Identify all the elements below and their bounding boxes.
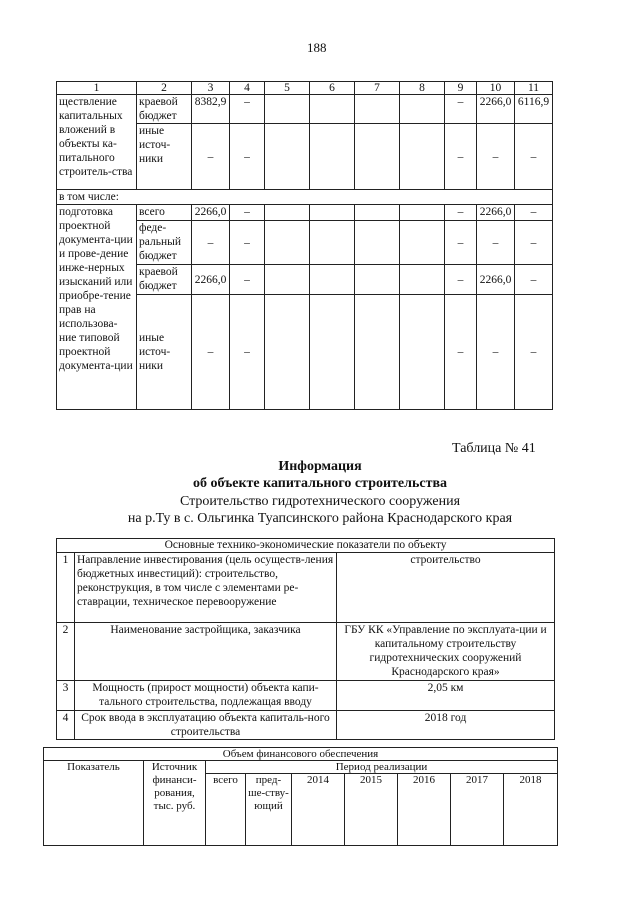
indicators-table xyxy=(56,538,555,740)
source-cell: краевой бюджет xyxy=(137,265,192,295)
value-cell: – xyxy=(477,295,515,410)
value-cell: – xyxy=(515,124,553,190)
value-cell: – xyxy=(230,265,265,295)
row-number: 3 xyxy=(57,681,75,711)
funding-header: Объем финансового обеспечения xyxy=(44,748,558,761)
indicator-value: ГБУ КК «Управление по эксплуата-ции и капитальному строительству гидротехнических сооружений Краснодарского края» xyxy=(337,623,555,681)
value-cell: – xyxy=(230,295,265,410)
row-label: подготовка проектной документа-ции и прове-дение инже-нерных изысканий или приобре-тение прав на использова-ние типовой проектной документа-ции xyxy=(57,205,137,410)
indicators-header: Основные технико-экономические показатели по объекту xyxy=(57,539,555,553)
value-cell: – xyxy=(515,265,553,295)
source-cell: всего xyxy=(137,205,192,221)
col-num: 1 xyxy=(57,82,137,95)
object-name-line2: на р.Ту в с. Ольгинка Туапсинского района Краснодарского края xyxy=(127,511,513,526)
col-indicator: Показатель xyxy=(44,761,144,846)
table-row xyxy=(57,553,555,623)
period-header: Период реализации xyxy=(206,761,558,774)
col-num: 10 xyxy=(477,82,515,95)
indicator-value: 2018 год xyxy=(337,711,555,740)
value-cell: – xyxy=(445,295,477,410)
col-num: 3 xyxy=(192,82,230,95)
value-cell: – xyxy=(192,295,230,410)
value-cell: – xyxy=(515,295,553,410)
table-row xyxy=(57,190,553,205)
column-numbers-row xyxy=(57,82,553,95)
value-cell: 2266,0 xyxy=(477,265,515,295)
col-num: 2 xyxy=(137,82,192,95)
page-number: 188 xyxy=(307,40,327,55)
value-cell: – xyxy=(192,221,230,265)
title-object: об объекте капитального строительства xyxy=(192,476,448,491)
col-prior: пред-ше-ству-ющий xyxy=(246,774,292,846)
table-row xyxy=(57,681,555,711)
table-row xyxy=(57,95,553,124)
table-row xyxy=(57,205,553,221)
value-cell: 2266,0 xyxy=(477,95,515,124)
table-row xyxy=(57,623,555,681)
col-num: 7 xyxy=(355,82,400,95)
value-cell: 2266,0 xyxy=(192,265,230,295)
value-cell: – xyxy=(230,205,265,221)
value-cell: – xyxy=(445,221,477,265)
value-cell: – xyxy=(477,124,515,190)
col-year: 2018 xyxy=(504,774,558,846)
value-cell: – xyxy=(445,205,477,221)
source-cell: краевой бюджет xyxy=(137,95,192,124)
col-year: 2017 xyxy=(451,774,504,846)
col-num: 8 xyxy=(400,82,445,95)
indicator-label: Направление инвестирования (цель осуществ-ления бюджетных инвестиций): строительство, реконструкция, в том числе с элементами ре-ставрации, техническое перевооружение xyxy=(75,553,337,623)
value-cell: – xyxy=(192,124,230,190)
indicator-value: 2,05 км xyxy=(337,681,555,711)
value-cell: – xyxy=(515,205,553,221)
value-cell: – xyxy=(230,221,265,265)
value-cell: – xyxy=(445,124,477,190)
source-cell: иные источ-ники xyxy=(137,295,192,410)
col-num: 9 xyxy=(445,82,477,95)
source-cell: иные источ-ники xyxy=(137,124,192,190)
source-cell: феде-ральный бюджет xyxy=(137,221,192,265)
row-number: 4 xyxy=(57,711,75,740)
row-label: ществление капитальных вложений в объекты ка-питального строитель-ства xyxy=(57,95,137,190)
row-number: 1 xyxy=(57,553,75,623)
value-cell: – xyxy=(230,124,265,190)
indicator-label: Мощность (прирост мощности) объекта капи-тального строительства, подлежащая вводу xyxy=(75,681,337,711)
object-name-line1: Строительство гидротехнического сооружения xyxy=(179,494,461,509)
indicator-label: Срок ввода в эксплуатацию объекта капиталь-ного строительства xyxy=(75,711,337,740)
col-num: 5 xyxy=(265,82,310,95)
col-num: 4 xyxy=(230,82,265,95)
including-label: в том числе: xyxy=(57,190,553,205)
table-row xyxy=(57,711,555,740)
financing-table-continued xyxy=(56,81,553,410)
funding-volume-table xyxy=(43,747,558,846)
col-total: всего xyxy=(206,774,246,846)
value-cell: – xyxy=(445,265,477,295)
title-info: Информация xyxy=(278,459,362,474)
value-cell: 2266,0 xyxy=(192,205,230,221)
value-cell: – xyxy=(477,221,515,265)
col-year: 2016 xyxy=(398,774,451,846)
col-num: 11 xyxy=(515,82,553,95)
value-cell: – xyxy=(230,95,265,124)
col-num: 6 xyxy=(310,82,355,95)
value-cell: 2266,0 xyxy=(477,205,515,221)
value-cell: – xyxy=(445,95,477,124)
table-label: Таблица № 41 xyxy=(452,441,536,456)
col-source: Источник финанси-рования, тыс. руб. xyxy=(144,761,206,846)
indicator-value: строительство xyxy=(337,553,555,623)
col-year: 2014 xyxy=(292,774,345,846)
value-cell: 6116,9 xyxy=(515,95,553,124)
value-cell: 8382,9 xyxy=(192,95,230,124)
row-number: 2 xyxy=(57,623,75,681)
indicator-label: Наименование застройщика, заказчика xyxy=(75,623,337,681)
value-cell: – xyxy=(515,221,553,265)
col-year: 2015 xyxy=(345,774,398,846)
